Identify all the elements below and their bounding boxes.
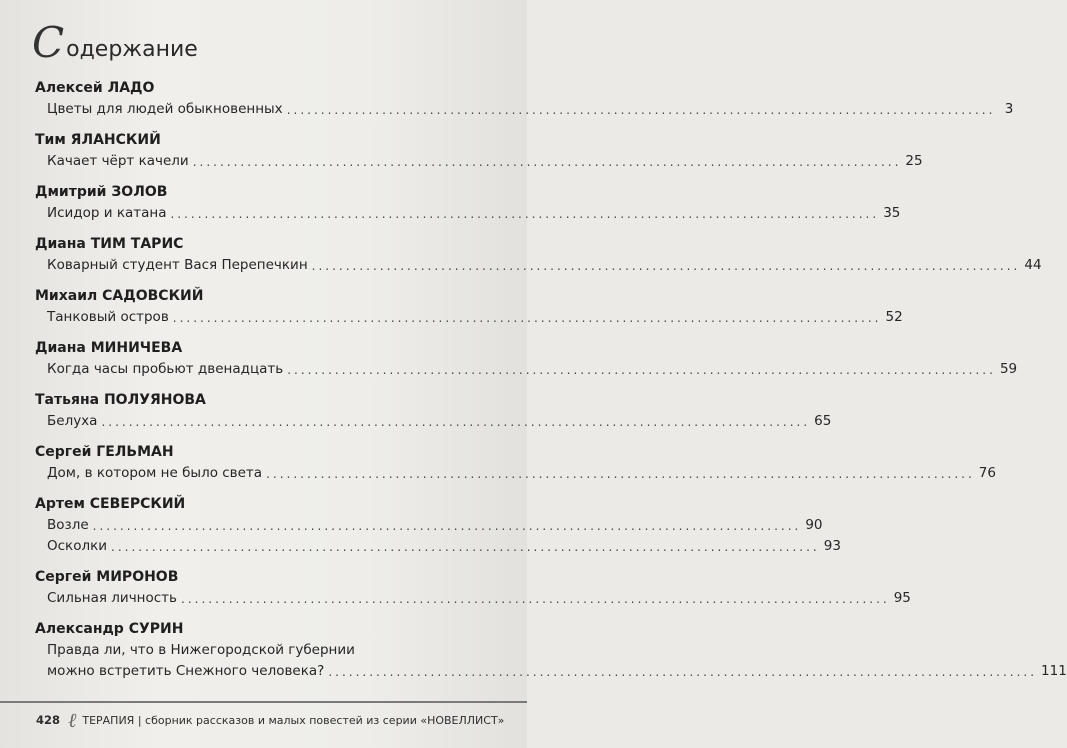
page-number: 59: [999, 361, 1018, 377]
entry-title: Белуха: [47, 413, 98, 429]
author-name: Диана ТИМ ТАРИС: [35, 236, 184, 252]
toc-section: [35, 493, 841, 557]
table-of-contents: [35, 77, 1067, 691]
entry-title-line2: можно встретить Снежного человека?: [47, 663, 325, 679]
author-name: Алексей ЛАДО: [35, 80, 155, 96]
page-number: 65: [814, 413, 832, 429]
dot-leader: ........................................................................................................: [101, 415, 811, 429]
dot-leader: ........................................................................................................: [286, 103, 996, 117]
footer-rule: [0, 701, 527, 703]
author-name: Диана МИНИЧЕВА: [35, 340, 183, 356]
page-number: 52: [885, 309, 903, 325]
author-name: Михаил САДОВСКИЙ: [35, 288, 204, 304]
series-logo-icon: ℓ: [68, 708, 77, 732]
author-name: Дмитрий ЗОЛОВ: [35, 184, 168, 200]
footer-page-number: 428: [36, 713, 61, 727]
page-number: 76: [978, 465, 996, 481]
author-name: Сергей МИРОНОВ: [35, 569, 179, 585]
page-footer: [36, 709, 504, 731]
page-number: 90: [805, 517, 823, 533]
toc-section: [35, 441, 996, 484]
dot-leader: ........................................................................................................: [266, 467, 975, 481]
author-name: Сергей ГЕЛЬМАН: [35, 444, 174, 460]
dot-leader: ........................................................................................................: [192, 155, 902, 169]
entry-title: Дом, в котором не было света: [47, 465, 263, 481]
toc-section: [35, 181, 901, 224]
toc-section: [35, 566, 911, 609]
toc-section: [35, 618, 1067, 682]
title-initial: С: [32, 18, 65, 67]
toc-section: [35, 233, 1042, 276]
author-name: Артем СЕВЕРСКИЙ: [35, 496, 186, 512]
entry-title-line2-row: [47, 661, 1067, 682]
entry-title: Цветы для людей обыкновенных: [47, 101, 283, 117]
toc-entry[interactable]: [47, 588, 911, 609]
entry-title: Осколки: [47, 538, 108, 554]
entry-title-line1: Правда ли, что в Нижегородской губернии: [47, 642, 355, 658]
toc-entry[interactable]: [47, 640, 1067, 682]
dot-leader: ........................................................................................................: [170, 207, 880, 221]
toc-section: [35, 77, 1014, 120]
entry-title: Танковый остров: [47, 309, 169, 325]
dot-leader: ........................................................................................................: [92, 519, 802, 533]
title-rest: одержание: [66, 37, 198, 62]
toc-entry[interactable]: [47, 255, 1042, 276]
page-number: 35: [883, 205, 901, 221]
page-number: 93: [823, 538, 841, 554]
page-number: 3: [1004, 101, 1014, 117]
page-number: 95: [893, 590, 911, 606]
toc-entry[interactable]: [47, 411, 832, 432]
toc-entry[interactable]: [47, 515, 823, 536]
page-number: 44: [1024, 257, 1042, 273]
author-name: Александр СУРИН: [35, 621, 184, 637]
toc-entry[interactable]: [47, 99, 1014, 120]
dot-leader: ........................................................................................................: [111, 540, 820, 554]
toc-entry[interactable]: [47, 307, 903, 328]
entry-title: Коварный студент Вася Перепечкин: [47, 257, 308, 273]
toc-section: [35, 389, 832, 432]
page-number: 25: [905, 153, 923, 169]
entry-title: Исидор и катана: [47, 205, 167, 221]
toc-section: [35, 337, 1018, 380]
footer-series-text: ТЕРАПИЯ | сборник рассказов и малых повестей из серии «НОВЕЛЛИСТ»: [82, 713, 505, 727]
toc-entry[interactable]: [47, 536, 841, 557]
dot-leader: ........................................................................................................: [311, 259, 1021, 273]
toc-section: [35, 285, 903, 328]
dot-leader: ........................................................................................................: [181, 592, 890, 606]
entry-title: Сильная личность: [47, 590, 178, 606]
toc-section: [35, 129, 923, 172]
dot-leader: ........................................................................................................: [287, 363, 996, 377]
toc-entry[interactable]: [47, 359, 1018, 380]
toc-entry[interactable]: [47, 463, 996, 484]
author-name: Татьяна ПОЛУЯНОВА: [35, 392, 206, 408]
dot-leader: ........................................................................................................: [328, 665, 1038, 679]
entry-title: Когда часы пробьют двенадцать: [47, 361, 284, 377]
toc-entry[interactable]: [47, 203, 901, 224]
toc-entry[interactable]: [47, 151, 923, 172]
entry-title: Качает чёрт качели: [47, 153, 189, 169]
page-title: [32, 18, 198, 67]
entry-title: Возле: [47, 517, 89, 533]
dot-leader: ........................................................................................................: [172, 311, 882, 325]
page-number: 111: [1041, 663, 1067, 679]
author-name: Тим ЯЛАНСКИЙ: [35, 132, 161, 148]
